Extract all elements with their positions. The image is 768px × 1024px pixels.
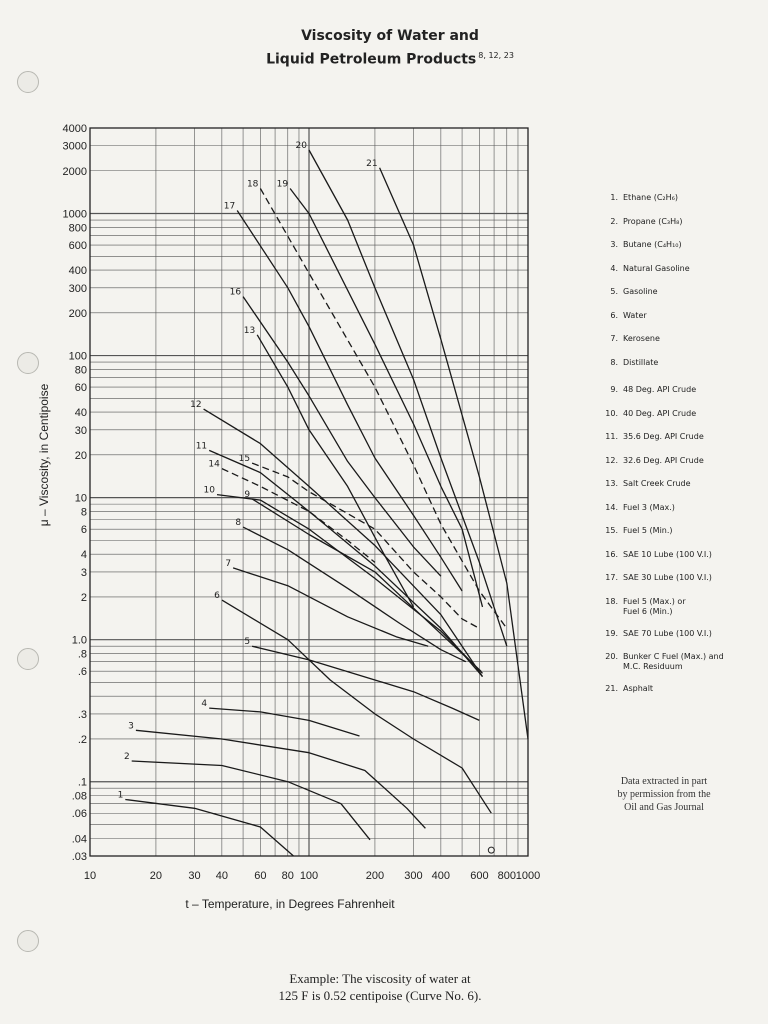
y-tick-label: 40 bbox=[74, 407, 87, 420]
y-tick-label: .1 bbox=[77, 776, 87, 789]
legend-item bbox=[594, 479, 691, 489]
legend-label: Ethane (C₂H₆) bbox=[623, 193, 678, 202]
legend-label: SAE 10 Lube (100 V.I.) bbox=[623, 549, 712, 559]
legend-label: Natural Gasoline bbox=[623, 263, 690, 273]
chart-title-line1: Viscosity of Water and bbox=[301, 28, 479, 44]
x-tick-label: 60 bbox=[254, 870, 267, 882]
y-tick-label: 80 bbox=[74, 364, 87, 377]
curve-label-20: 20 bbox=[295, 141, 307, 152]
x-tick-label: 600 bbox=[470, 870, 489, 882]
legend-number: 3. bbox=[610, 240, 618, 249]
y-tick-label: 800 bbox=[68, 222, 87, 235]
y-tick-label: 1.0 bbox=[71, 634, 87, 647]
grid-layer bbox=[90, 128, 528, 856]
source-note: Data extracted in part by permission from the Oil and Gas Journal bbox=[617, 776, 711, 813]
curve-8 bbox=[243, 527, 466, 662]
legend-item bbox=[594, 193, 678, 203]
curve-1 bbox=[125, 800, 293, 857]
curve-2 bbox=[132, 761, 370, 840]
legend-label: Bunker C Fuel (Max.) and M.C. Residuum bbox=[623, 652, 724, 671]
curve-4 bbox=[209, 708, 359, 736]
curve-label-3: 3 bbox=[128, 721, 134, 732]
y-tick-label: .8 bbox=[77, 648, 87, 661]
legend-number: 11. bbox=[605, 432, 618, 441]
y-tick-label: .06 bbox=[71, 808, 87, 821]
legend-item bbox=[594, 264, 690, 274]
x-tick-label: 800 bbox=[497, 870, 516, 882]
y-tick-label: 400 bbox=[68, 265, 87, 278]
x-tick-label: 80 bbox=[281, 870, 294, 882]
curve-label-4: 4 bbox=[201, 699, 208, 710]
y-tick-label: .2 bbox=[77, 733, 87, 746]
legend-item bbox=[594, 652, 724, 672]
legend-item bbox=[594, 526, 673, 536]
y-tick-label: 1000 bbox=[62, 208, 87, 221]
y-tick-label: 200 bbox=[68, 307, 87, 320]
example-point-marker bbox=[488, 847, 494, 853]
legend-label: Asphalt bbox=[623, 684, 654, 693]
legend-number: 14. bbox=[605, 502, 618, 512]
curve-label-1: 1 bbox=[117, 790, 124, 801]
legend-item bbox=[594, 629, 712, 639]
title-references: 8, 12, 23 bbox=[478, 51, 514, 60]
legend-number: 21. bbox=[605, 684, 618, 693]
legend-label: 48 Deg. API Crude bbox=[623, 385, 697, 394]
y-tick-label: 2000 bbox=[62, 165, 87, 178]
legend-number: 20. bbox=[605, 652, 618, 661]
legend-label: Fuel 3 (Max.) bbox=[623, 502, 675, 512]
y-tick-label: 4000 bbox=[62, 123, 87, 135]
x-tick-label: 100 bbox=[299, 870, 319, 882]
x-tick-label: 300 bbox=[404, 870, 423, 882]
legend-number: 2. bbox=[610, 216, 618, 226]
legend-item bbox=[594, 287, 658, 297]
legend-label: Gasoline bbox=[623, 287, 658, 296]
legend-item bbox=[594, 456, 704, 466]
legend-item bbox=[594, 311, 647, 321]
curve-label-21: 21 bbox=[366, 158, 378, 169]
curve-label-11: 11 bbox=[195, 441, 208, 452]
curve-17 bbox=[237, 211, 462, 592]
x-tick-label: 1000 bbox=[515, 870, 541, 882]
x-tick-label: 10 bbox=[83, 870, 97, 882]
legend-item bbox=[594, 550, 712, 560]
legend-label: Kerosene bbox=[623, 334, 660, 343]
legend-label: Water bbox=[623, 310, 647, 320]
legend-label: Salt Creek Crude bbox=[623, 479, 691, 488]
y-tick-label: .04 bbox=[71, 833, 87, 846]
example-caption: Example: The viscosity of water at 125 F is 0.52 centipoise (Curve No. 6). bbox=[278, 971, 482, 1003]
curve-5 bbox=[252, 646, 479, 720]
legend-item bbox=[594, 334, 660, 344]
legend-number: 7. bbox=[610, 334, 618, 343]
y-tick-label: 8 bbox=[80, 506, 87, 519]
x-tick-label: 400 bbox=[431, 870, 451, 882]
legend-number: 9. bbox=[610, 385, 618, 394]
legend-number: 5. bbox=[610, 287, 618, 296]
y-tick-label: 600 bbox=[68, 240, 87, 253]
curve-label-12: 12 bbox=[190, 400, 202, 411]
y-tick-label: 300 bbox=[68, 282, 87, 295]
y-tick-label: 20 bbox=[74, 449, 87, 462]
y-tick-label: 2 bbox=[80, 591, 87, 604]
y-tick-label: 10 bbox=[74, 492, 87, 505]
legend-item bbox=[594, 240, 682, 250]
y-tick-label: .3 bbox=[77, 708, 87, 721]
x-tick-label: 30 bbox=[188, 870, 201, 882]
y-axis-label: μ – Viscosity, in Centipoise bbox=[37, 383, 51, 527]
legend-number: 8. bbox=[610, 357, 618, 367]
legend-number: 10. bbox=[605, 408, 618, 418]
curve-10 bbox=[217, 495, 483, 674]
y-tick-label: 4 bbox=[80, 549, 87, 562]
legend-label: Fuel 5 (Max.) or Fuel 6 (Min.) bbox=[623, 596, 686, 616]
legend-number: 15. bbox=[605, 526, 618, 535]
legend-item bbox=[594, 358, 658, 368]
y-tick-label: 30 bbox=[74, 424, 87, 437]
legend-item bbox=[594, 684, 653, 694]
curve-label-6: 6 bbox=[214, 591, 220, 602]
curve-label-2: 2 bbox=[123, 751, 130, 762]
curve-15 bbox=[252, 463, 479, 628]
legend-label: SAE 30 Lube (100 V.I.) bbox=[623, 573, 712, 582]
legend-number: 17. bbox=[605, 573, 618, 582]
curve-16 bbox=[243, 297, 441, 577]
curve-label-7: 7 bbox=[225, 558, 232, 569]
legend-item bbox=[594, 573, 712, 583]
legend-label: Distillate bbox=[623, 357, 659, 367]
legend-item bbox=[594, 503, 675, 513]
curve-19 bbox=[290, 189, 482, 607]
y-tick-label: .6 bbox=[77, 666, 87, 679]
chart-title-line2-text: Liquid Petroleum Products bbox=[266, 51, 477, 68]
curve-label-9: 9 bbox=[244, 489, 251, 500]
x-tick-label: 40 bbox=[215, 870, 228, 882]
y-tick-label: 100 bbox=[68, 350, 87, 363]
curve-label-18: 18 bbox=[246, 179, 259, 190]
legend-number: 18. bbox=[605, 596, 618, 606]
legend-number: 6. bbox=[610, 310, 618, 320]
curve-label-17: 17 bbox=[223, 201, 236, 212]
tick-layer bbox=[63, 123, 541, 882]
curve-label-16: 16 bbox=[229, 287, 242, 298]
y-tick-label: 60 bbox=[74, 382, 87, 395]
legend-number: 13. bbox=[605, 479, 618, 488]
y-tick-label: .08 bbox=[71, 790, 87, 803]
legend-number: 19. bbox=[605, 628, 618, 638]
legend-item bbox=[594, 385, 696, 395]
legend-label: 35.6 Deg. API Crude bbox=[623, 432, 704, 441]
legend-label: SAE 70 Lube (100 V.I.) bbox=[623, 628, 712, 638]
x-tick-label: 200 bbox=[365, 870, 385, 882]
curve-label-15: 15 bbox=[238, 454, 251, 465]
legend-label: Butane (C₄H₁₀) bbox=[623, 240, 682, 249]
legend-item bbox=[594, 217, 682, 227]
legend-label: 32.6 Deg. API Crude bbox=[623, 455, 704, 465]
curve-label-5: 5 bbox=[244, 637, 251, 648]
legend-number: 1. bbox=[610, 193, 618, 202]
legend-item bbox=[594, 597, 686, 617]
legend-number: 16. bbox=[605, 549, 618, 559]
y-tick-label: 6 bbox=[80, 524, 87, 537]
legend-label: 40 Deg. API Crude bbox=[623, 408, 697, 418]
curve-label-19: 19 bbox=[276, 179, 289, 190]
legend-number: 4. bbox=[610, 263, 618, 273]
curve-label-13: 13 bbox=[243, 325, 256, 336]
curve-label-14: 14 bbox=[208, 459, 220, 470]
legend-item bbox=[594, 432, 704, 442]
curve-18 bbox=[260, 189, 506, 629]
x-axis-label: t – Temperature, in Degrees Fahrenheit bbox=[185, 897, 395, 911]
x-tick-label: 20 bbox=[149, 870, 163, 882]
legend-item bbox=[594, 409, 696, 419]
legend-label: Fuel 5 (Min.) bbox=[623, 526, 673, 535]
y-tick-label: 3000 bbox=[62, 140, 87, 153]
curve-label-10: 10 bbox=[203, 485, 215, 496]
curve-layer bbox=[118, 141, 528, 856]
legend-label: Propane (C₃H₈) bbox=[623, 216, 683, 226]
curve-label-8: 8 bbox=[235, 518, 242, 529]
legend-number: 12. bbox=[605, 455, 618, 465]
y-tick-label: 3 bbox=[80, 566, 87, 579]
y-tick-label: .03 bbox=[71, 851, 87, 863]
